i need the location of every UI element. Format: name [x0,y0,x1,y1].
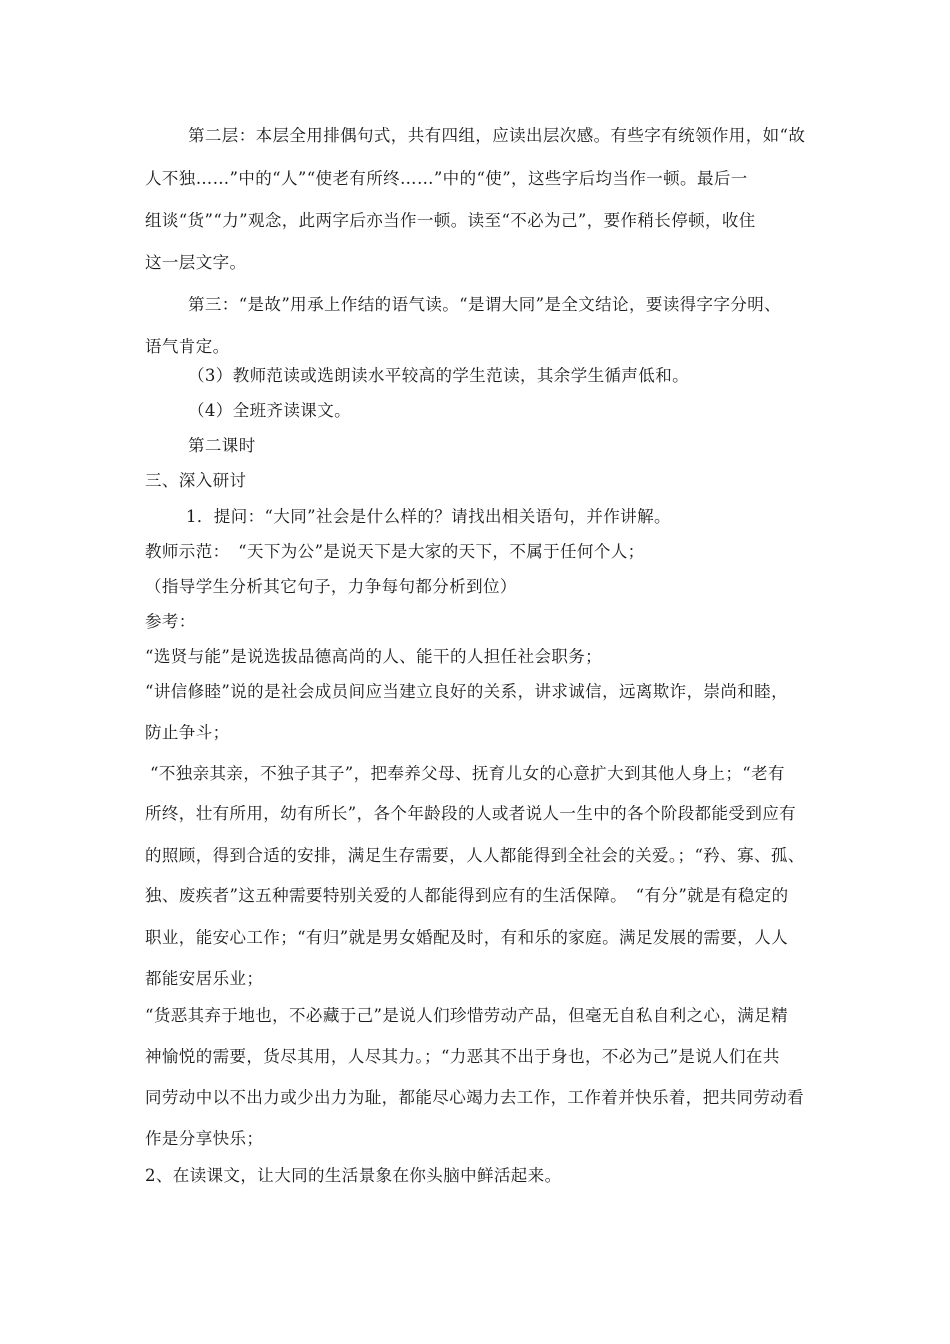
paragraph-line: 神愉悦的需要，货尽其用，人尽其力。；“力恶其不出于身也，不必为己”是说人们在共 [145,1047,780,1066]
paragraph-line: “选贤与能”是说选拔品德高尚的人、能干的人担任社会职务； [145,647,603,666]
paragraph-line: 教师示范： “天下为公”是说天下是大家的天下，不属于任何个人； [145,542,645,561]
paragraph-line: 的照顾，得到合适的安排，满足生存需要，人人都能得到全社会的关爱。；“矜、寡、孤、 [145,846,805,865]
paragraph-line: 参考： [145,612,196,631]
paragraph-line: 职业，能安心工作；“有归”就是男女婚配及时，有和乐的家庭。满足发展的需要，人人 [145,928,788,947]
paragraph-line: 都能安居乐业； [145,969,264,988]
paragraph-line: 第三：“是故”用承上作结的语气读。“是谓大同”是全文结论，要读得字字分明、 [188,295,782,314]
paragraph-line: （指导学生分析其它句子，力争每句都分析到位） [145,577,517,596]
paragraph-line: “货恶其弃于地也，不必藏于己”是说人们珍惜劳动产品，但毫无自私自利之心，满足精 [145,1006,788,1025]
paragraph-line: “讲信修睦”说的是社会成员间应当建立良好的关系，讲求诚信，远离欺诈，崇尚和睦， [145,682,788,701]
section-heading: 三、深入研讨 [145,471,247,490]
paragraph-line: 防止争斗； [145,723,230,742]
paragraph-line: 这一层文字。 [145,253,247,272]
paragraph-line: 语气肯定。 [145,337,230,356]
paragraph-line: 1．提问：“大同”社会是什么样的？请找出相关语句，并作讲解。 [186,507,671,526]
paragraph-line: 作是分享快乐； [145,1129,264,1148]
paragraph-line: 2、在读课文，让大同的生活景象在你头脑中鲜活起来。 [145,1166,562,1185]
paragraph-line: 组谈“货”“力”观念，此两字后亦当作一顿。读至“不必为己”，要作稍长停顿，收住 [145,211,756,230]
paragraph-line: “不独亲其亲，不独子其子”，把奉养父母、抚育儿女的心意扩大到其他人身上；“老有 [150,764,785,783]
paragraph-line: 所终，壮有所用，幼有所长”，各个年龄段的人或者说人一生中的各个阶段都能受到应有 [145,804,797,823]
paragraph-line: 第二层：本层全用排偶句式，共有四组，应读出层次感。有些字有统领作用，如“故 [188,126,806,145]
section-heading: 第二课时 [188,436,256,455]
paragraph-line: 人不独……”中的“人”“使老有所终……”中的“使”，这些字后均当作一顿。最后一 [145,169,748,188]
paragraph-line: 同劳动中以不出力或少出力为耻，都能尽心竭力去工作，工作着并快乐着，把共同劳动看 [145,1088,805,1107]
paragraph-line: （3）教师范读或选朗读水平较高的学生范读，其余学生循声低和。 [188,366,689,385]
paragraph-line: 独、废疾者”这五种需要特别关爱的人都能得到应有的生活保障。 “有分”就是有稳定的 [145,886,789,905]
paragraph-line: （4）全班齐读课文。 [188,401,351,420]
